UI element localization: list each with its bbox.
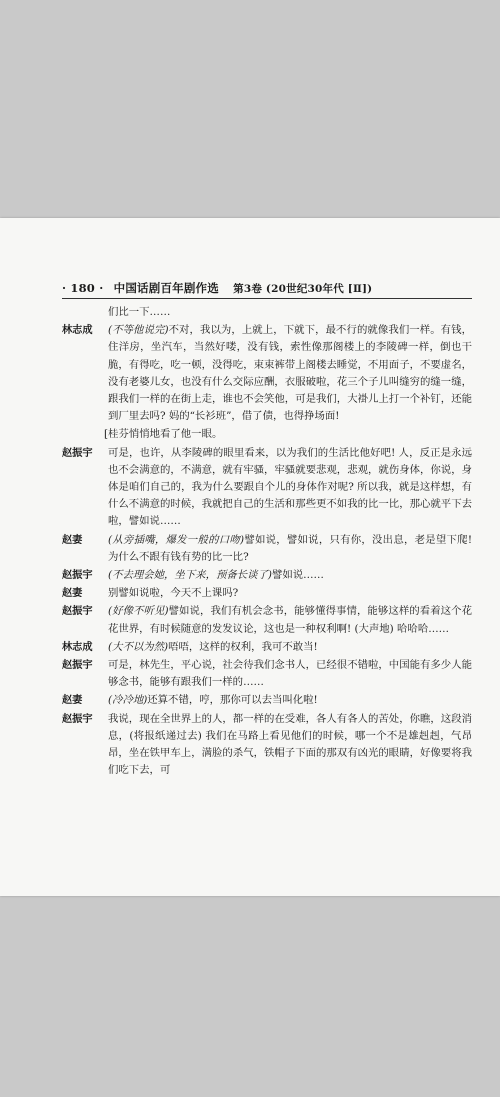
dialogue-text: 还算不错，哼，那你可以去当叫化啦! <box>147 694 318 707</box>
page-header <box>62 280 472 296</box>
stage-direction: (冷冷地) <box>108 694 148 707</box>
dialogue-line <box>62 692 472 709</box>
speaker-name: 赵振宇 <box>62 606 93 618</box>
speaker-name: 赵振宇 <box>62 570 93 582</box>
speaker-name: 林志成 <box>62 325 93 337</box>
dialogue-text: 可是，也许，从李陵碑的眼里看来，以为我们的生活比他好吧! 人，反正是永远也不会满意的，不满意，就有牢骚，牢骚就要悲观，悲观，就伤身体，你说，身体是咱们自己的，我为什么要跟自个儿的身体作对呢? 所以我，就是这样想，有什么不满意的时候，我就把自己的生活和那些更不如我的比一比，那心就平下去啦，譬如说…… <box>108 446 472 528</box>
stage-direction: (不等他说完) <box>108 324 169 337</box>
dialogue-line <box>62 585 472 602</box>
header-rule <box>62 298 472 299</box>
dialogue-line <box>62 445 472 531</box>
dialogue-line <box>62 639 472 656</box>
script-body <box>62 304 472 780</box>
dialogue-text: 唔唔，这样的权利，我可不敢当! <box>168 640 318 653</box>
book-title: 中国话剧百年剧作选 <box>113 281 219 295</box>
dialogue-line <box>62 603 472 637</box>
volume-label: 第3卷 (20世纪30年代 [Ⅱ]) <box>233 283 373 295</box>
dialogue-text: 不对，我以为，上就上，下就下，最不行的就像我们一样。有钱，住洋房，坐汽车，当然好喽，没有钱，索性像那阁楼上的李陵碑一样，倒也干脆，有得吃，吃一顿，没得吃，束束裤带上阁楼去睡觉，不用面子，不要虚名，没有老婆儿女，也没有什么交际应酬，衣服破啦，花三个子儿叫缝穷的缝一缝，跟我们一样的在街上走，谁也不会笑他，可是我们，大褂儿上打一个补钉，还能到厂里去吗? 妈的“长衫班”，借了债，也得挣场面! <box>108 324 473 423</box>
stage-direction: (大不以为然) <box>108 640 169 653</box>
stage-direction: (不去理会她，坐下来，预备长谈了) <box>108 569 272 582</box>
dialogue-line <box>62 657 472 691</box>
dialogue-line <box>62 532 472 566</box>
dialogue-text: 譬如说…… <box>271 569 324 582</box>
speaker-name: 赵妻 <box>62 588 83 600</box>
continuation-line: 们比一下…… <box>108 306 171 318</box>
speaker-name: 赵振宇 <box>62 447 93 459</box>
speaker-name: 赵妻 <box>62 534 83 546</box>
stage-direction: (好像不听见) <box>108 605 169 618</box>
book-page <box>0 218 500 896</box>
dialogue-text: 可是，林先生，平心说，社会待我们念书人，已经很不错啦，中国能有多少人能够念书，能够有跟我们一样的…… <box>108 659 472 689</box>
page-number: · 180 · <box>62 281 104 295</box>
dialogue-text: 譬如说，譬如说，只有你，没出息，老是望下爬! 为什么不跟有钱有势的比一比? <box>108 533 472 563</box>
speaker-name: 赵振宇 <box>62 660 93 672</box>
speaker-name: 赵妻 <box>62 695 83 707</box>
dialogue-line <box>62 567 472 584</box>
dialogue-line <box>62 711 472 780</box>
stage-direction: (从旁插嘴，爆发一般的口吻) <box>108 533 245 546</box>
speaker-name: 林志成 <box>62 641 93 653</box>
dialogue-text: 我说，现在全世界上的人，都一样的在受难，各人有各人的苦处，你瞧，这段消息，(将报纸递过去) 我们在马路上看见他们的时候，哪一个不是雄赳赳，气昂昂，坐在铁甲车上，满脸的杀气，铁帽子下面的那双有凶光的眼睛，好像要将我们吃下去，可 <box>108 712 472 777</box>
dialogue-line <box>62 322 472 425</box>
dialogue-text: 譬如说，我们有机会念书，能够懂得事情，能够这样的看着这个花花世界，有时候随意的发发议论，这也是一种权利啊! (大声地) 哈哈哈…… <box>108 605 473 635</box>
dialogue-text: 别譬如说啦，今天不上课吗? <box>108 587 239 600</box>
stage-note: [桂芬悄悄地看了他一眼。 <box>104 428 223 441</box>
speaker-name: 赵振宇 <box>62 713 93 725</box>
